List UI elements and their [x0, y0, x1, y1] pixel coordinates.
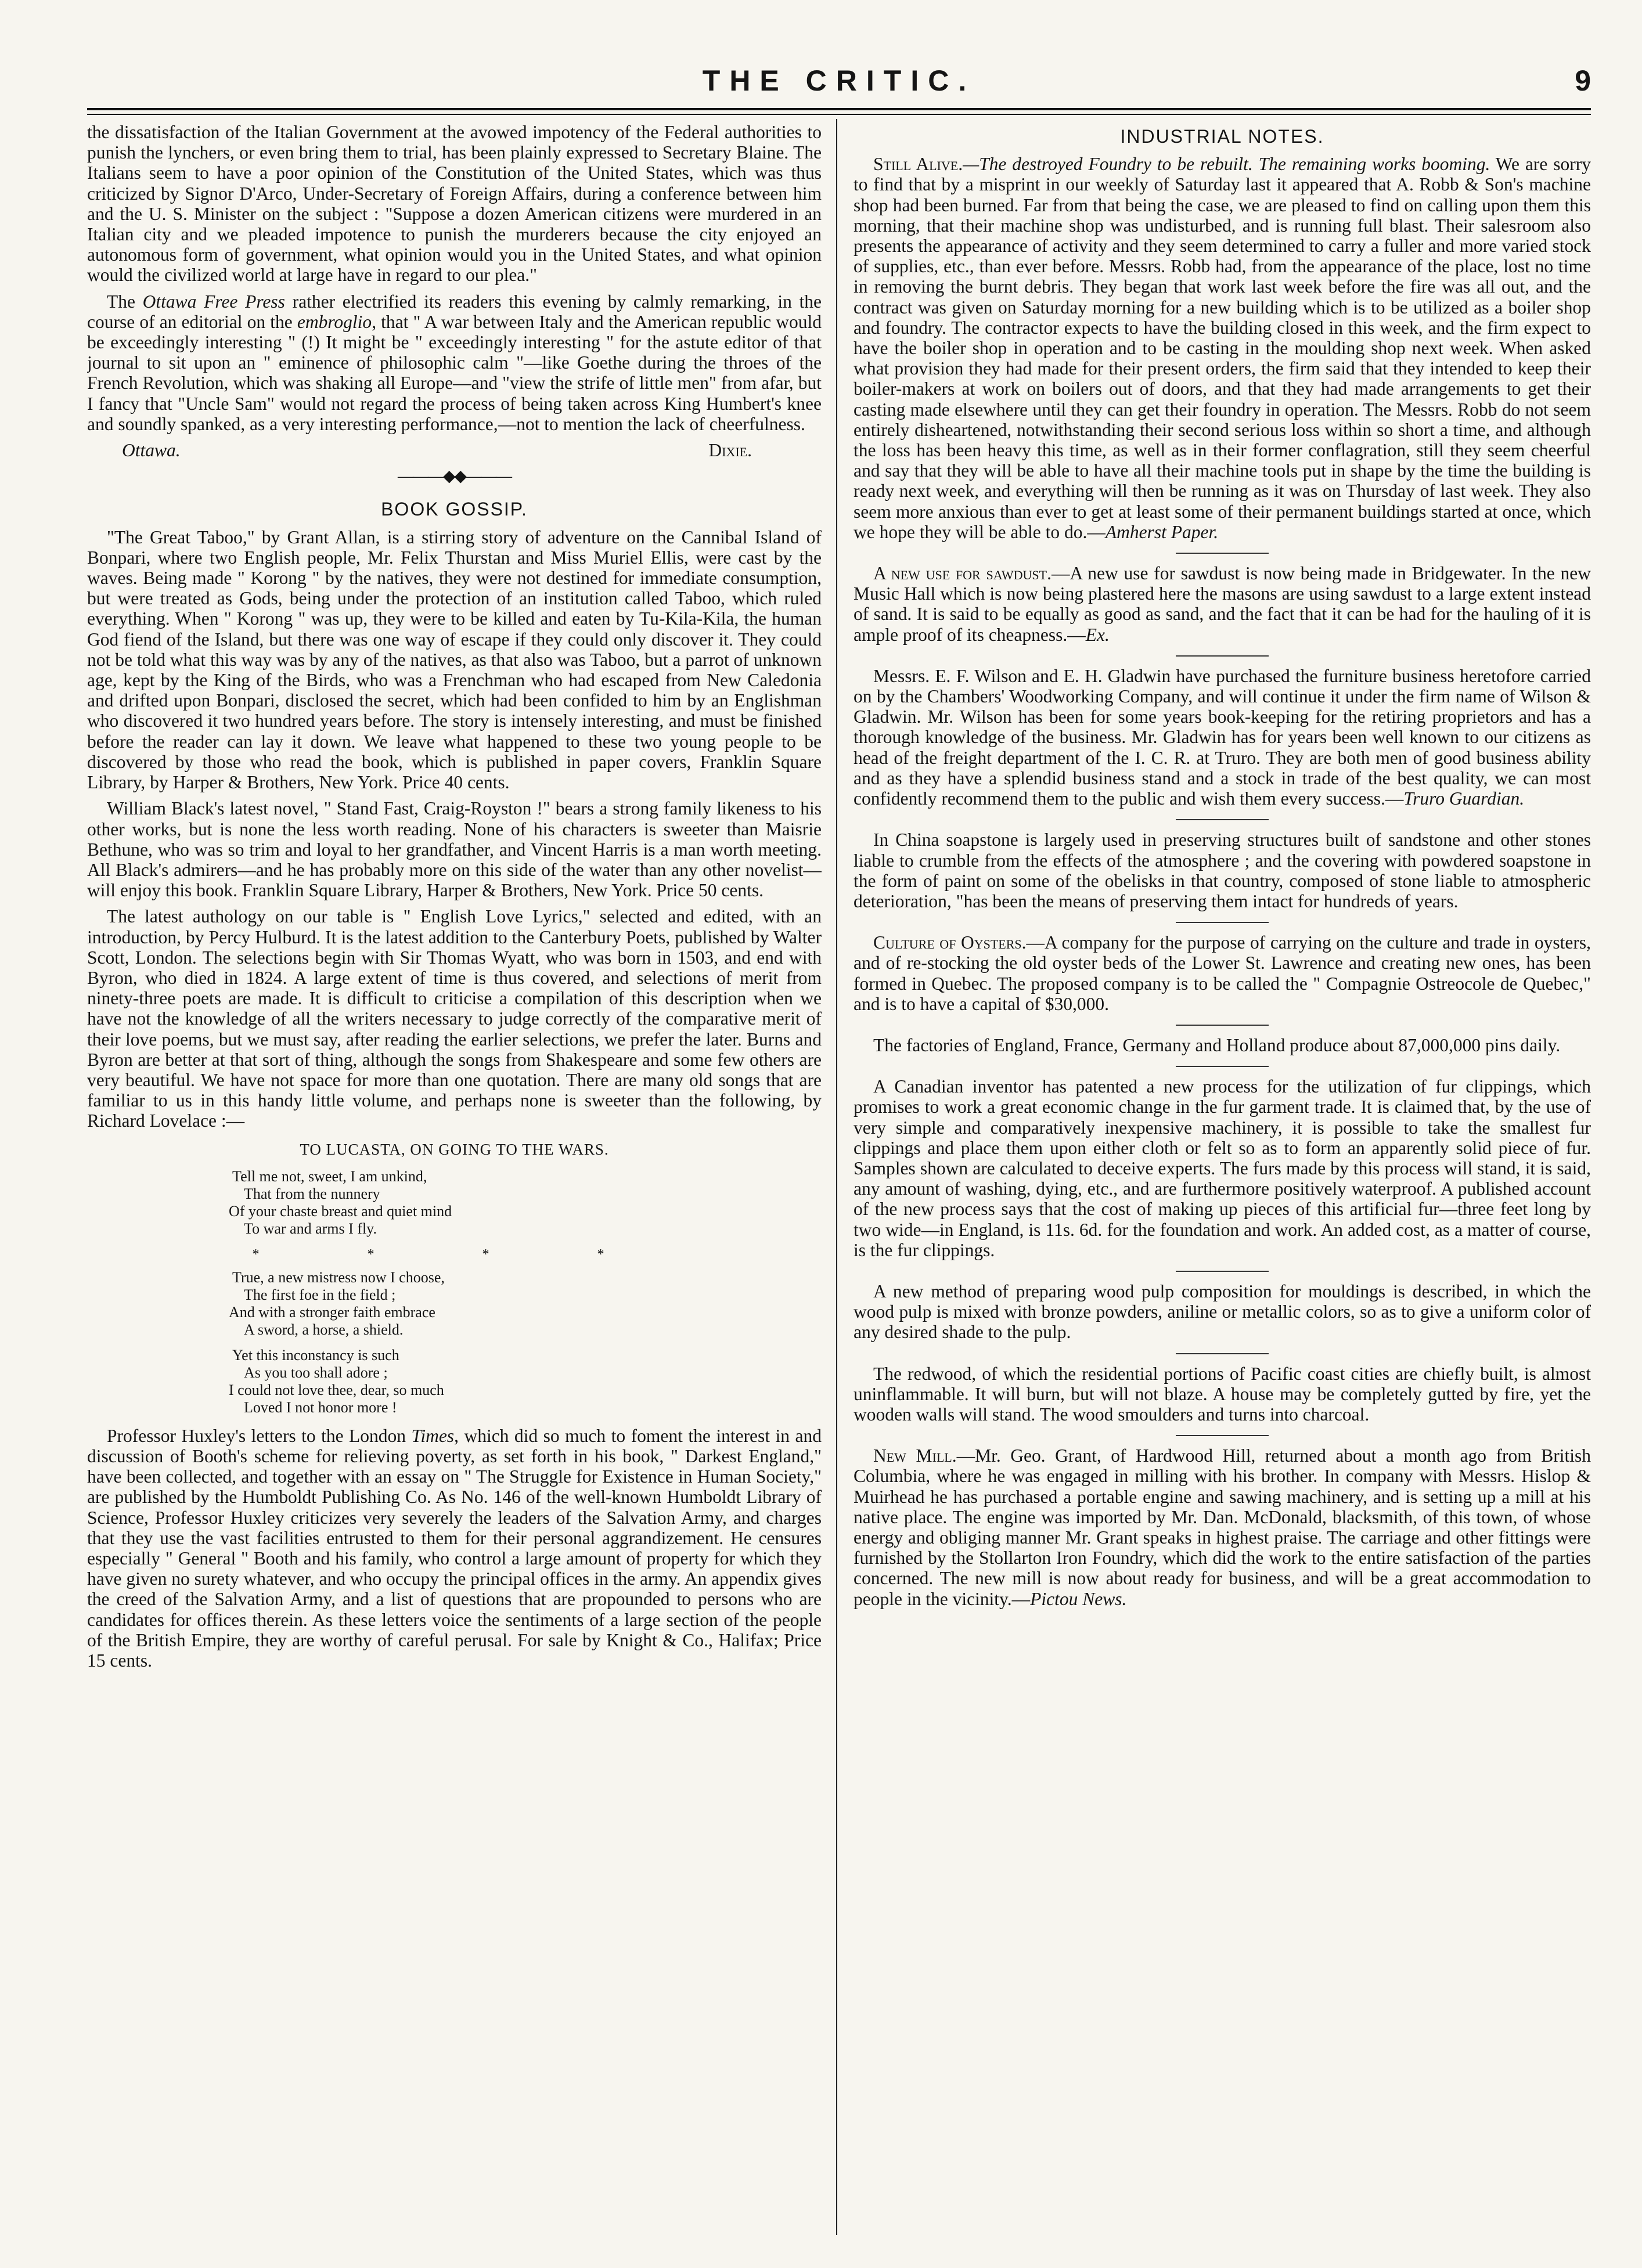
redwood-item: The redwood, of which the residential portions of Pacific coast cities are chiefly built, is almost uninflammable. It will burn, but will not blaze. A house may be completely gutted by fire, yet the wooden walls will stand. The wood smoulders and turns into charcoal.: [854, 1363, 1591, 1425]
poem-line: Yet this inconstancy is such: [232, 1346, 399, 1364]
new-mill-item: [854, 1445, 1591, 1609]
poem-stanza-2: [87, 1269, 822, 1339]
item-runin-title: New Mill.: [873, 1445, 957, 1466]
poem-line: Tell me not, sweet, I am unkind,: [232, 1167, 427, 1185]
poem-title: TO LUCASTA, ON GOING TO THE WARS.: [300, 1140, 609, 1158]
poem-line: Loved I not honor more !: [244, 1398, 397, 1416]
item-body: We are sorry to find that by a misprint in our weekly of Saturday last it appeared that A. Robb & Son's machine shop had been burned. Far from that being the case, we are pleased to find on calling upon them this morning, that their machine shop was undisturbed, and is running full blast. Their salesroom also presents the appearance of activity and they seem determined to carry a fuller and more varied stock of supplies, etc., than ever before. Messrs. Robb had, from the appearance of the place, lost no time in removing the burnt debris. They began that work last week before the fire was all out, and the contract was given on Saturday morning for a new building which is to be utilized as a boiler shop and foundry. The contractor expects to have the building closed in this week, and the firm expect to have the boiler shop in operation and to be casting in the moulding shop next week. When asked what provision they had made for their present orders, the firm said that they intended to keep their boiler-makers at work on boilers out of doors, and that they had made arrangements to get their casting made elsewhere until they can get their foundry in operation. The Messrs. Robb do not seem entirely disheartened, notwithstanding their second serious loss within so short a time, and although the loss has been heavy this time, as well as in their former conflagration, still they seem cheerful and say that they will be able to have all their machine tools put in shape by the time the building is ready next week, and everything will then be running as it was on Thursday of last week. They also seem more anxious than ever to get at least some of their permanent buildings started at once, which we hope they will be able to do.—: [854, 154, 1591, 542]
oysters-item: [854, 932, 1591, 1014]
poem: [87, 1168, 822, 1416]
section-ornament: ———◆◆———: [397, 467, 512, 486]
poem-line: As you too shall adore ;: [244, 1364, 388, 1381]
industrial-notes-heading: INDUSTRIAL NOTES.: [1120, 126, 1324, 147]
item-separator: [1176, 1435, 1269, 1436]
poem-line: A sword, a horse, a shield.: [244, 1321, 404, 1338]
poem-line: That from the nunnery: [244, 1185, 380, 1202]
left-column: [87, 122, 822, 2233]
wood-pulp-item: A new method of preparing wood pulp composition for mouldings is described, in which the wood pulp is mixed with bronze powders, aniline or metallic colors, so as to give a uniform color of any desired shade to the pulp.: [854, 1281, 1591, 1343]
column-divider: [836, 119, 837, 2235]
poem-line: I could not love thee, dear, so much: [229, 1381, 444, 1398]
item-runin-title: Culture of Oysters.: [873, 932, 1027, 953]
text-run: The: [107, 291, 143, 312]
english-love-lyrics-review: The latest authology on our table is " English Love Lyrics," selected and edited, with an introduction, by Percy Hulburd. It is the latest addition to the Canterbury Poets, published by Walter Scott, London. The selections begin with Sir Thomas Wyatt, who was born in 1503, and end with Byron, who died in 1824. A large extent of time is thus covered, and selections of merit from ninety-three poets are made. It is difficult to criticise a compilation of this description when we have not the knowledge of all the writers necessary to judge correctly of the comparative merit of their love poems, but we must say, after reading the earlier selections, we prefer the later. Burns and Byron are better at that sort of thing, although the songs from Shakespeare and some few others are very beautiful. We have not space for more than one quotation. There are many old songs that are familiar to us in this handy little volume, and perhaps none is sweeter than the following, by Richard Lovelace :—: [87, 906, 822, 1131]
great-taboo-review: "The Great Taboo," by Grant Allan, is a stirring story of adventure on the Cannibal Island of Bonpari, where two English people, Mr. Felix Thurstan and Miss Muriel Ellis, were cast by the waves. Being made " Korong " by the natives, they were not destined for immediate consumption, but were treated as Gods, being under the protection of an institution called Taboo, which ruled everything. When " Korong " was up, they were to be killed and eaten by Tu-Kila-Kila, the human God fiend of the Island, but there was one way of escape if they could only discover it. They could not be told what this way was by any of the natives, as that also was Taboo, but a parrot of unknown age, kept by the King of the Birds, who was a Frenchman who had escaped from New Caledonia and drifted upon Bonpari, disclosed the secret, which had been confided to him by an Englishman who discovered it two hundred years before. The story is intensely interesting, and must be finished before the reader can lay it down. We leave what happened to these two young people to be discovered by those who read the book, which is published in paper covers, Franklin Square Library, by Harper & Brothers, New York. Price 40 cents.: [87, 527, 822, 793]
item-separator: [1176, 819, 1269, 820]
poem-stanza-3: [87, 1347, 822, 1416]
still-alive-item: [854, 154, 1591, 542]
poem-line: To war and arms I fly.: [244, 1220, 377, 1237]
sawdust-item: [854, 563, 1591, 645]
item-body: Messrs. E. F. Wilson and E. H. Gladwin have purchased the furniture business heretofore carried on by the Chambers' Woodworking Company, and will continue it under the firm name of Wilson & Gladwin. Mr. Wilson has been for some years book-keeping for the retiring proprietors and has a thorough knowledge of the business. Mr. Gladwin has for years been well known to our citizens as head of the freight department of the I. C. R. at Truro. They are both men of good business ability and as they have a splendid business stand and a stock in trade of the best quality, we can most confidently recommend them to the public and wish them every success.—: [854, 665, 1591, 809]
huxley-letters-review: [87, 1426, 822, 1671]
signoff: [87, 440, 822, 460]
wilson-gladwin-item: [854, 666, 1591, 809]
poem-line: Of your chaste breast and quiet mind: [229, 1202, 452, 1220]
soapstone-item: In China soapstone is largely used in preserving structures built of sandstone and other stones liable to crumble from the effects of the atmosphere ; and the covering with powdered soapstone in the form of paint on some of the obelisks in that country, composed of stone liable to atmospheric deterioration, "has been the means of preserving them intact for hundreds of years.: [854, 830, 1591, 911]
poem-line: And with a stronger faith embrace: [229, 1303, 435, 1321]
item-separator: [1176, 553, 1269, 554]
item-separator: [1176, 1271, 1269, 1272]
poem-line: True, a new mistress now I choose,: [232, 1268, 445, 1286]
fur-clippings-item: A Canadian inventor has patented a new process for the utilization of fur clippings, which promises to work a great economic change in the fur garment trade. It is claimed that, by the use of very simple and comparatively inexpensive machinery, it is possible to take the smallest fur clippings and place them upon either cloth or felt so as to form an apparently solid piece of fur. Samples shown are calculated to deceive experts. The furs made by this process will stand, it is said, any amount of washing, dying, etc., and are furthermore positively waterproof. A published account of the new process says that the cost of making up pieces of this artificial fur—three feet long by two wide—in England, is 11s. 6d. for the foundation and work. An added cost, as a matter of course, is the fur clippings.: [854, 1076, 1591, 1260]
signoff-place: Ottawa.: [122, 440, 181, 461]
item-body: —A company for the purpose of carrying on the culture and trade in oysters, and of re-stocking the old oyster beds of the Lower St. Lawrence and creating new ones, has been formed in Quebec. The proposed company is to be called the " Compagnie Ostreocole de Quebec," and is to have a capital of $30,000.: [854, 932, 1591, 1014]
signoff-author: Dixie.: [708, 440, 752, 461]
item-separator: [1176, 1353, 1269, 1354]
pins-item: The factories of England, France, Germany and Holland produce about 87,000,000 pins daily.: [873, 1034, 1561, 1055]
masthead-rule: [87, 108, 1591, 115]
item-body: —Mr. Geo. Grant, of Hardwood Hill, returned about a month ago from British Columbia, where he was engaged in milling with his brother. In company with Messrs. Hislop & Muirhead he has purchased a portable engine and sawing machinery, and is setting up a mill at his native place. The engine was imported by Mr. Dan. McDonald, blacksmith, of this town, of whose energy and obliging manner Mr. Grant speaks in highest praise. The carriage and other fittings were furnished by the Stollarton Iron Foundry, which did the work to the entire satisfaction of the parties concerned. The new mill is now about ready for business, and will be a great accommodation to people in the vicinity.—: [854, 1445, 1591, 1609]
item-runin-title: A new use for sawdust.: [873, 563, 1052, 584]
poem-stanza-1: [87, 1168, 822, 1238]
italic-word: embroglio: [297, 311, 372, 332]
ottawa-press-paragraph: [87, 291, 822, 434]
book-gossip-heading: BOOK GOSSIP.: [381, 499, 528, 520]
italian-government-paragraph: the dissatisfaction of the Italian Government at the avowed impotency of the Federal authorities to punish the lynchers, or even bring them to trial, has been plainly expressed to Secretary Blaine. The Italians seem to have a poor opinion of the Constitution of the United States, which was thus criticized by Signor D'Arco, Under-Secretary of Foreign Affairs, during a conference between him and the U. S. Minister on the subject : "Suppose a dozen American citizens were murdered in an Italian city and we pleaded impotence to punish the murderers because the city enjoyed an autonomous form of government, what opinion would you in the United States, and what opinion would the civilized world at large have in regard to our plea.": [87, 122, 822, 286]
right-column: [854, 122, 1591, 2233]
item-body: —A new use for sawdust is now being made in Bridgewater. In the new Music Hall which is now being plastered here the masons are using sawdust to a large extent instead of sand. It is said to be equally as good as sand, and the fact that it can be had for the hauling of it is ample proof of its cheapness.—: [854, 563, 1591, 645]
item-source: Truro Guardian.: [1403, 788, 1525, 809]
item-source: Pictou News.: [1030, 1588, 1127, 1609]
newspaper-name: Times: [411, 1425, 455, 1446]
item-source: Amherst Paper.: [1105, 521, 1219, 542]
text-run: rather electrified its readers this evening by calmly remarking, in the course of an editorial on the: [87, 291, 822, 332]
newspaper-title: THE CRITIC.: [702, 64, 976, 97]
text-run: Professor Huxley's letters to the London: [107, 1425, 412, 1446]
poem-ellipsis-stars: * * * *: [252, 1246, 657, 1262]
masthead: [87, 64, 1591, 104]
item-separator: [1176, 655, 1269, 657]
item-separator: [1176, 1025, 1269, 1026]
item-separator: [1176, 1066, 1269, 1067]
page-number: 9: [1575, 64, 1591, 97]
item-runin-title: Still Alive.: [873, 154, 963, 175]
item-separator: [1176, 922, 1269, 923]
text-run: , which did so much to foment the interest in and discussion of Booth's scheme for relieving poverty, as set forth in his book, " Darkest England," have been collected, and together with an essay on " The Struggle for Existence in Human Society," are published by the Humboldt Publishing Co. As No. 146 of the well-known Humboldt Library of Science, Professor Huxley criticizes very severely the leaders of the Salvation Army, and charges that they use the vast facilities entrusted to them for their personal aggrandizement. He censures especially " General " Booth and his family, who control a large amount of property for which they have given no surety whatever, and who occupy the principal offices in the army. An appendix gives the creed of the Salvation Army, and a list of questions that are propounded to persons who are candidates for offices therein. As these letters voice the sentiments of a large section of the people of the British Empire, they are worthy of careful perusal. For sale by Knight & Co., Halifax; Price 15 cents.: [87, 1425, 822, 1671]
william-black-review: William Black's latest novel, " Stand Fast, Craig-Royston !" bears a strong family likeness to his other works, but is none the less worth reading. None of his characters is sweeter than Maisrie Bethune, who was so trim and loyal to her grandfather, and Vincent Harris is a man worth meeting. All Black's admirers—and he has probably more on this side of the water than any other novelist—will enjoy this book. Franklin Square Library, Harper & Brothers, New York. Price 50 cents.: [87, 798, 822, 901]
poem-line: The first foe in the field ;: [244, 1286, 396, 1303]
item-source: Ex.: [1085, 624, 1110, 645]
text-run: , that " A war between Italy and the American republic would be exceedingly interesting " (!) It might be " exceedingly interesting " for the astute editor of that journal to sit upon an " eminence of philosophic calm "—like Goethe during the throes of the French Revolution, which was shaking all Europe—and "view the strife of little men" from afar, but I fancy that "Uncle Sam" would not regard the process of being taken across King Humbert's knee and soundly spanked, as a very interesting performance,—not to mention the lack of cheerfulness.: [87, 311, 822, 434]
newspaper-name: Ottawa Free Press: [142, 291, 285, 312]
item-subtitle: —The destroyed Foundry to be rebuilt. The remaining works booming.: [963, 154, 1490, 175]
